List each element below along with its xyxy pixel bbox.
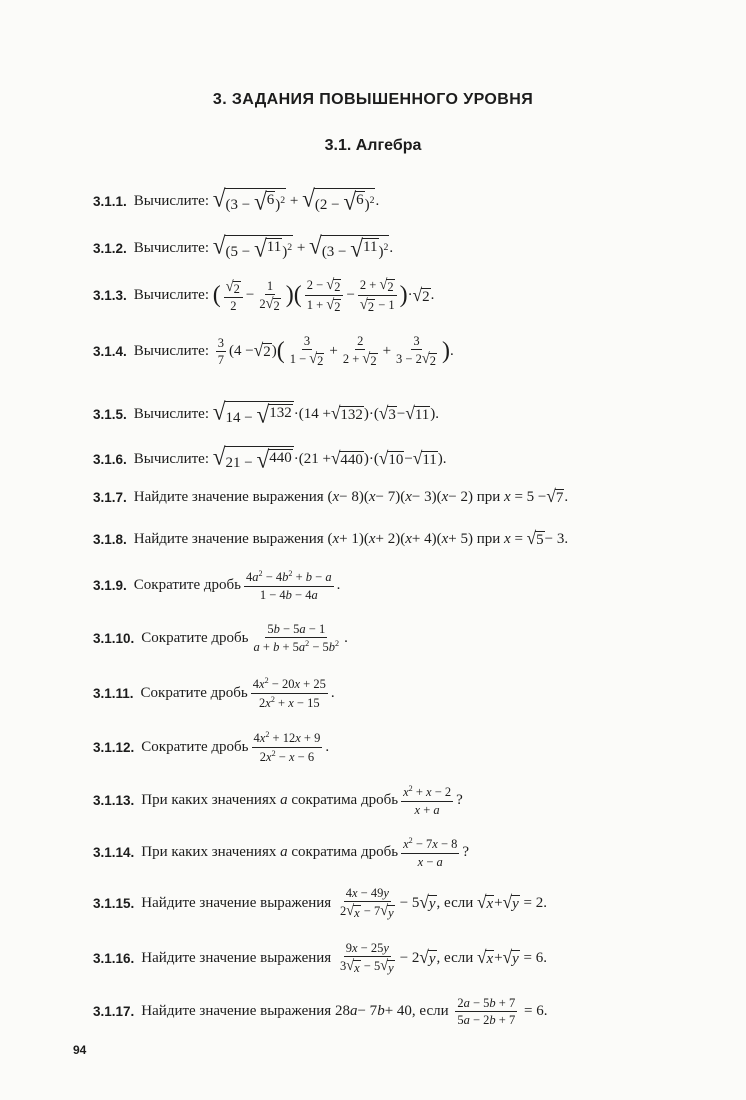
problem-number: 3.1.7.	[93, 489, 127, 505]
problem-number: 3.1.17.	[93, 1004, 135, 1020]
problem-3-1-7	[93, 487, 733, 507]
problem-number: 3.1.15.	[93, 895, 135, 911]
problem-formula: √ 14 − √ 132 ·(14 + √ 132 )·( √ 3 − √ 11 ).	[212, 398, 440, 429]
problem-text: если	[444, 949, 474, 966]
problem-text: Сократите дробь	[141, 629, 249, 646]
problem-3-1-9	[93, 569, 733, 602]
problem-3-1-14	[93, 836, 733, 869]
problem-3-1-2	[93, 233, 733, 263]
problem-3-1-5	[93, 399, 733, 429]
problem-formula: 9x − 25y 3 √ x − 5 √ y − 2 √ y ,	[339, 941, 445, 976]
problem-text: сократима дробь	[291, 791, 399, 808]
problem-text: Сократите дробь	[141, 738, 249, 755]
subsection-heading: 3.1. Алгебра	[324, 137, 422, 154]
problem-number: 3.1.6.	[93, 451, 127, 467]
problem-text: при	[476, 488, 501, 505]
problem-text: Сократите дробь	[133, 576, 241, 593]
problem-3-1-4	[93, 334, 733, 369]
problem-3-1-1	[93, 186, 733, 216]
problem-text: Найдите значение выражения	[133, 530, 324, 547]
problem-number: 3.1.4.	[93, 343, 127, 359]
problem-text: При каких значениях	[141, 843, 277, 860]
problem-text: Вычислите:	[133, 342, 209, 359]
page-number: 94	[73, 1043, 87, 1057]
problem-formula: ( x − 8)( x − 7)( x − 3)( x − 2)	[323, 488, 477, 505]
problem-number: 3.1.14.	[93, 844, 135, 860]
problem-text: Найдите значение выражения	[141, 949, 332, 966]
problem-text: При каких значениях	[141, 791, 277, 808]
problem-number: 3.1.9.	[93, 577, 127, 593]
problem-variable: a	[280, 843, 288, 860]
problem-number: 3.1.13.	[93, 792, 135, 808]
problem-number: 3.1.11.	[93, 685, 134, 701]
problem-condition: $\frac{2a - 5b + 7}{5a - 2b + 7}$ = 6.	[457, 996, 548, 1028]
problem-variable: a	[280, 791, 288, 808]
problem-text: если	[419, 1003, 449, 1020]
problem-condition: x = √ 5 − 3.	[504, 528, 569, 549]
problem-3-1-13	[93, 784, 733, 817]
problem-text: если	[444, 894, 474, 911]
problem-3-1-17	[93, 996, 733, 1028]
problem-formula: 28 a − 7 b + 40,	[331, 1003, 420, 1020]
problem-text: Вычислите:	[133, 405, 209, 422]
problem-formula: $\frac{5b - 5a - 1}{a + b + 5a^2 - 5b^2}$ .	[253, 622, 348, 655]
problem-number: 3.1.3.	[93, 288, 127, 304]
problem-formula: ( x + 1)( x + 2)( x + 4)( x + 5)	[323, 530, 477, 547]
problem-3-1-6	[93, 444, 733, 474]
problem-text: Найдите значение выражения	[141, 1003, 332, 1020]
problem-text: Вычислите:	[133, 192, 209, 209]
problem-number: 3.1.12.	[93, 739, 135, 755]
problem-formula: $\frac{4x^2 + 12x + 9}{2x^2 - x - 6}$ .	[253, 730, 330, 764]
problem-formula: ( √ 2 2 − 1 2 √ 2 ) ( 2 − √ 2 1 + √ 2 − 2 + √ 2 √ 2 − 1 ) · √ 2 .	[212, 276, 435, 315]
problem-3-1-8	[93, 529, 733, 549]
problem-formula: √ (3 − √ 6 )$^2$ + √ (2 − √ 6 )$^2$ .	[212, 185, 380, 216]
problem-number: 3.1.8.	[93, 531, 127, 547]
problem-number: 3.1.1.	[93, 193, 127, 209]
problem-condition: √ x + √ y = 6.	[477, 947, 547, 968]
problem-formula: $\frac{x^2 - 7x - 8}{x - a}$ ?	[403, 836, 470, 869]
problem-condition: x = 5 − √ 7 .	[504, 486, 569, 507]
problem-3-1-10	[93, 622, 733, 655]
problem-formula: $\frac{3}{7}$ (4 − √ 2 ) ( 3 1 − √ 2 + 2 2 + √ 2 + 3 3 − 2 √ 2 ) .	[217, 334, 454, 369]
problem-number: 3.1.2.	[93, 240, 127, 256]
problem-text: Найдите значение выражения	[141, 894, 332, 911]
problem-formula: $\frac{4x^2 - 20x + 25}{2x^2 + x - 15}$ .	[252, 676, 335, 710]
problem-formula: √ (5 − √ 11 )$^2$ + √ (3 − √ 11 )$^2$ .	[212, 232, 394, 263]
problem-3-1-12	[93, 730, 733, 764]
problem-text: Сократите дробь	[140, 684, 248, 701]
problem-number: 3.1.10.	[93, 630, 135, 646]
problem-3-1-3	[93, 277, 733, 315]
problem-text: сократима дробь	[291, 843, 399, 860]
section-heading: 3. ЗАДАНИЯ ПОВЫШЕННОГО УРОВНЯ	[212, 91, 534, 108]
problem-formula: 4x − 49y 2 √ x − 7 √ y − 5 √ y ,	[339, 886, 445, 921]
problem-3-1-15	[93, 886, 733, 921]
problem-condition: √ x + √ y = 2.	[477, 892, 547, 913]
problem-formula: √ 21 − √ 440 ·(21 + √ 440 )·( √ 10 − √ 11 ).	[212, 443, 447, 474]
problem-number: 3.1.5.	[93, 406, 127, 422]
problem-text: Вычислите:	[133, 239, 209, 256]
problem-3-1-11	[93, 676, 733, 710]
problem-text: Вычислите:	[133, 287, 209, 304]
problem-formula: $\frac{x^2 + x - 2}{x + a}$ ?	[403, 784, 463, 817]
problem-text: Найдите значение выражения	[133, 488, 324, 505]
problem-number: 3.1.16.	[93, 950, 135, 966]
problem-text: Вычислите:	[133, 450, 209, 467]
problem-formula: $\frac{4a^2 - 4b^2 + b - a}{1 - 4b - 4a}$ .	[246, 569, 341, 602]
problem-text: при	[476, 530, 501, 547]
problem-3-1-16	[93, 941, 733, 976]
